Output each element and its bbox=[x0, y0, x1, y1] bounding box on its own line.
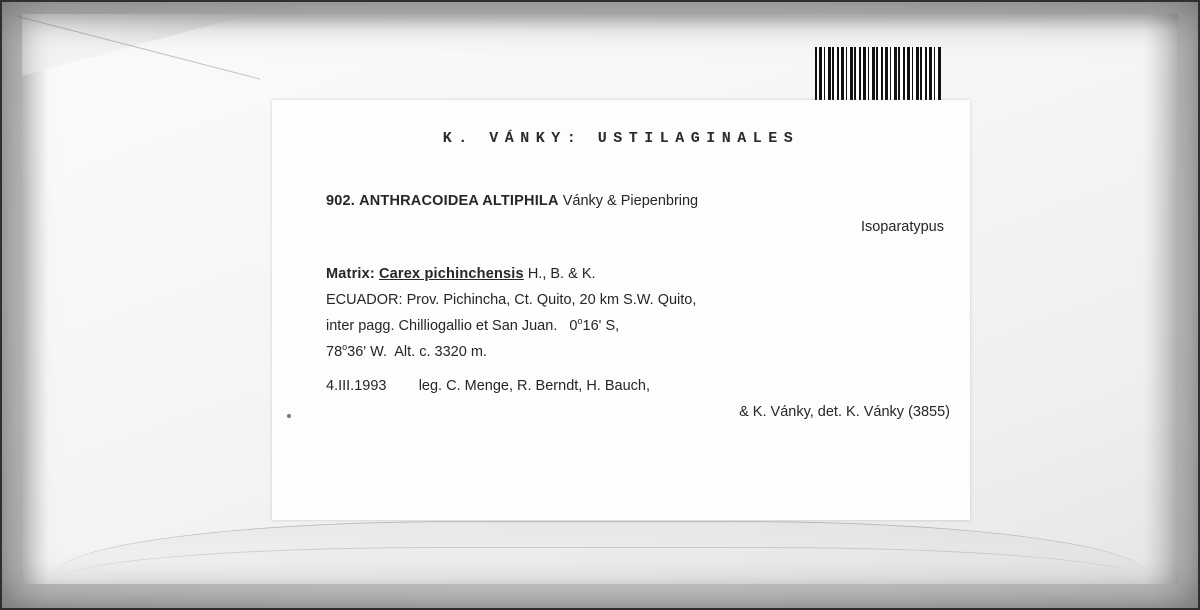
barcode-icon bbox=[815, 47, 941, 102]
collection-date: 4.III.1993 bbox=[326, 378, 387, 394]
host-name: Carex pichinchensis bbox=[378, 266, 524, 282]
packet-left-edge-shading bbox=[22, 14, 48, 584]
specimen-label bbox=[272, 100, 970, 520]
herbarium-packet bbox=[22, 14, 1178, 584]
ink-speck bbox=[287, 414, 291, 418]
exsiccata-heading: K. VÁNKY: USTILAGINALES bbox=[442, 130, 800, 147]
taxon-name: ANTHRACOIDEA ALTIPHILA bbox=[359, 193, 559, 209]
packet-right-edge-shading bbox=[1144, 14, 1178, 584]
space-5 bbox=[386, 378, 418, 394]
locality-line-2 bbox=[326, 313, 952, 339]
locality-line-1: ECUADOR: Prov. Pichincha, Ct. Quito, 20 km S.W. Quito, bbox=[326, 292, 697, 308]
spacer-1 bbox=[326, 240, 952, 249]
degree-symbol-2: o bbox=[342, 342, 348, 353]
collectors-line-1: leg. C. Menge, R. Berndt, H. Bauch, bbox=[418, 378, 651, 394]
collectors-line-2: & K. Vánky, det. K. Vánky (3855) bbox=[739, 404, 950, 420]
degree-symbol-1: o bbox=[577, 316, 583, 327]
taxon-line bbox=[326, 188, 952, 214]
type-status: Isoparatypus bbox=[860, 219, 944, 235]
locality-line-3-text: 78 bbox=[326, 344, 343, 360]
locality-line-3-coord: 36' W. Alt. c. 3320 m. bbox=[347, 344, 487, 360]
date-and-collectors-line bbox=[326, 373, 952, 399]
taxon-authority: Vánky & Piepenbring bbox=[562, 193, 699, 209]
label-body bbox=[326, 188, 952, 425]
matrix-line bbox=[326, 261, 952, 287]
collection-number: 902. bbox=[326, 193, 356, 209]
matrix-label: Matrix: bbox=[326, 266, 375, 282]
packet-bottom-flap-crease bbox=[62, 547, 1142, 582]
locality-line-2-coord: 16' S, bbox=[582, 318, 620, 334]
collection-event bbox=[326, 373, 952, 425]
locality-line-2-text: inter pagg. Chilliogallio et San Juan. 0 bbox=[326, 318, 578, 334]
locality-line-3 bbox=[326, 339, 952, 365]
host-authority: H., B. & K. bbox=[527, 266, 596, 282]
